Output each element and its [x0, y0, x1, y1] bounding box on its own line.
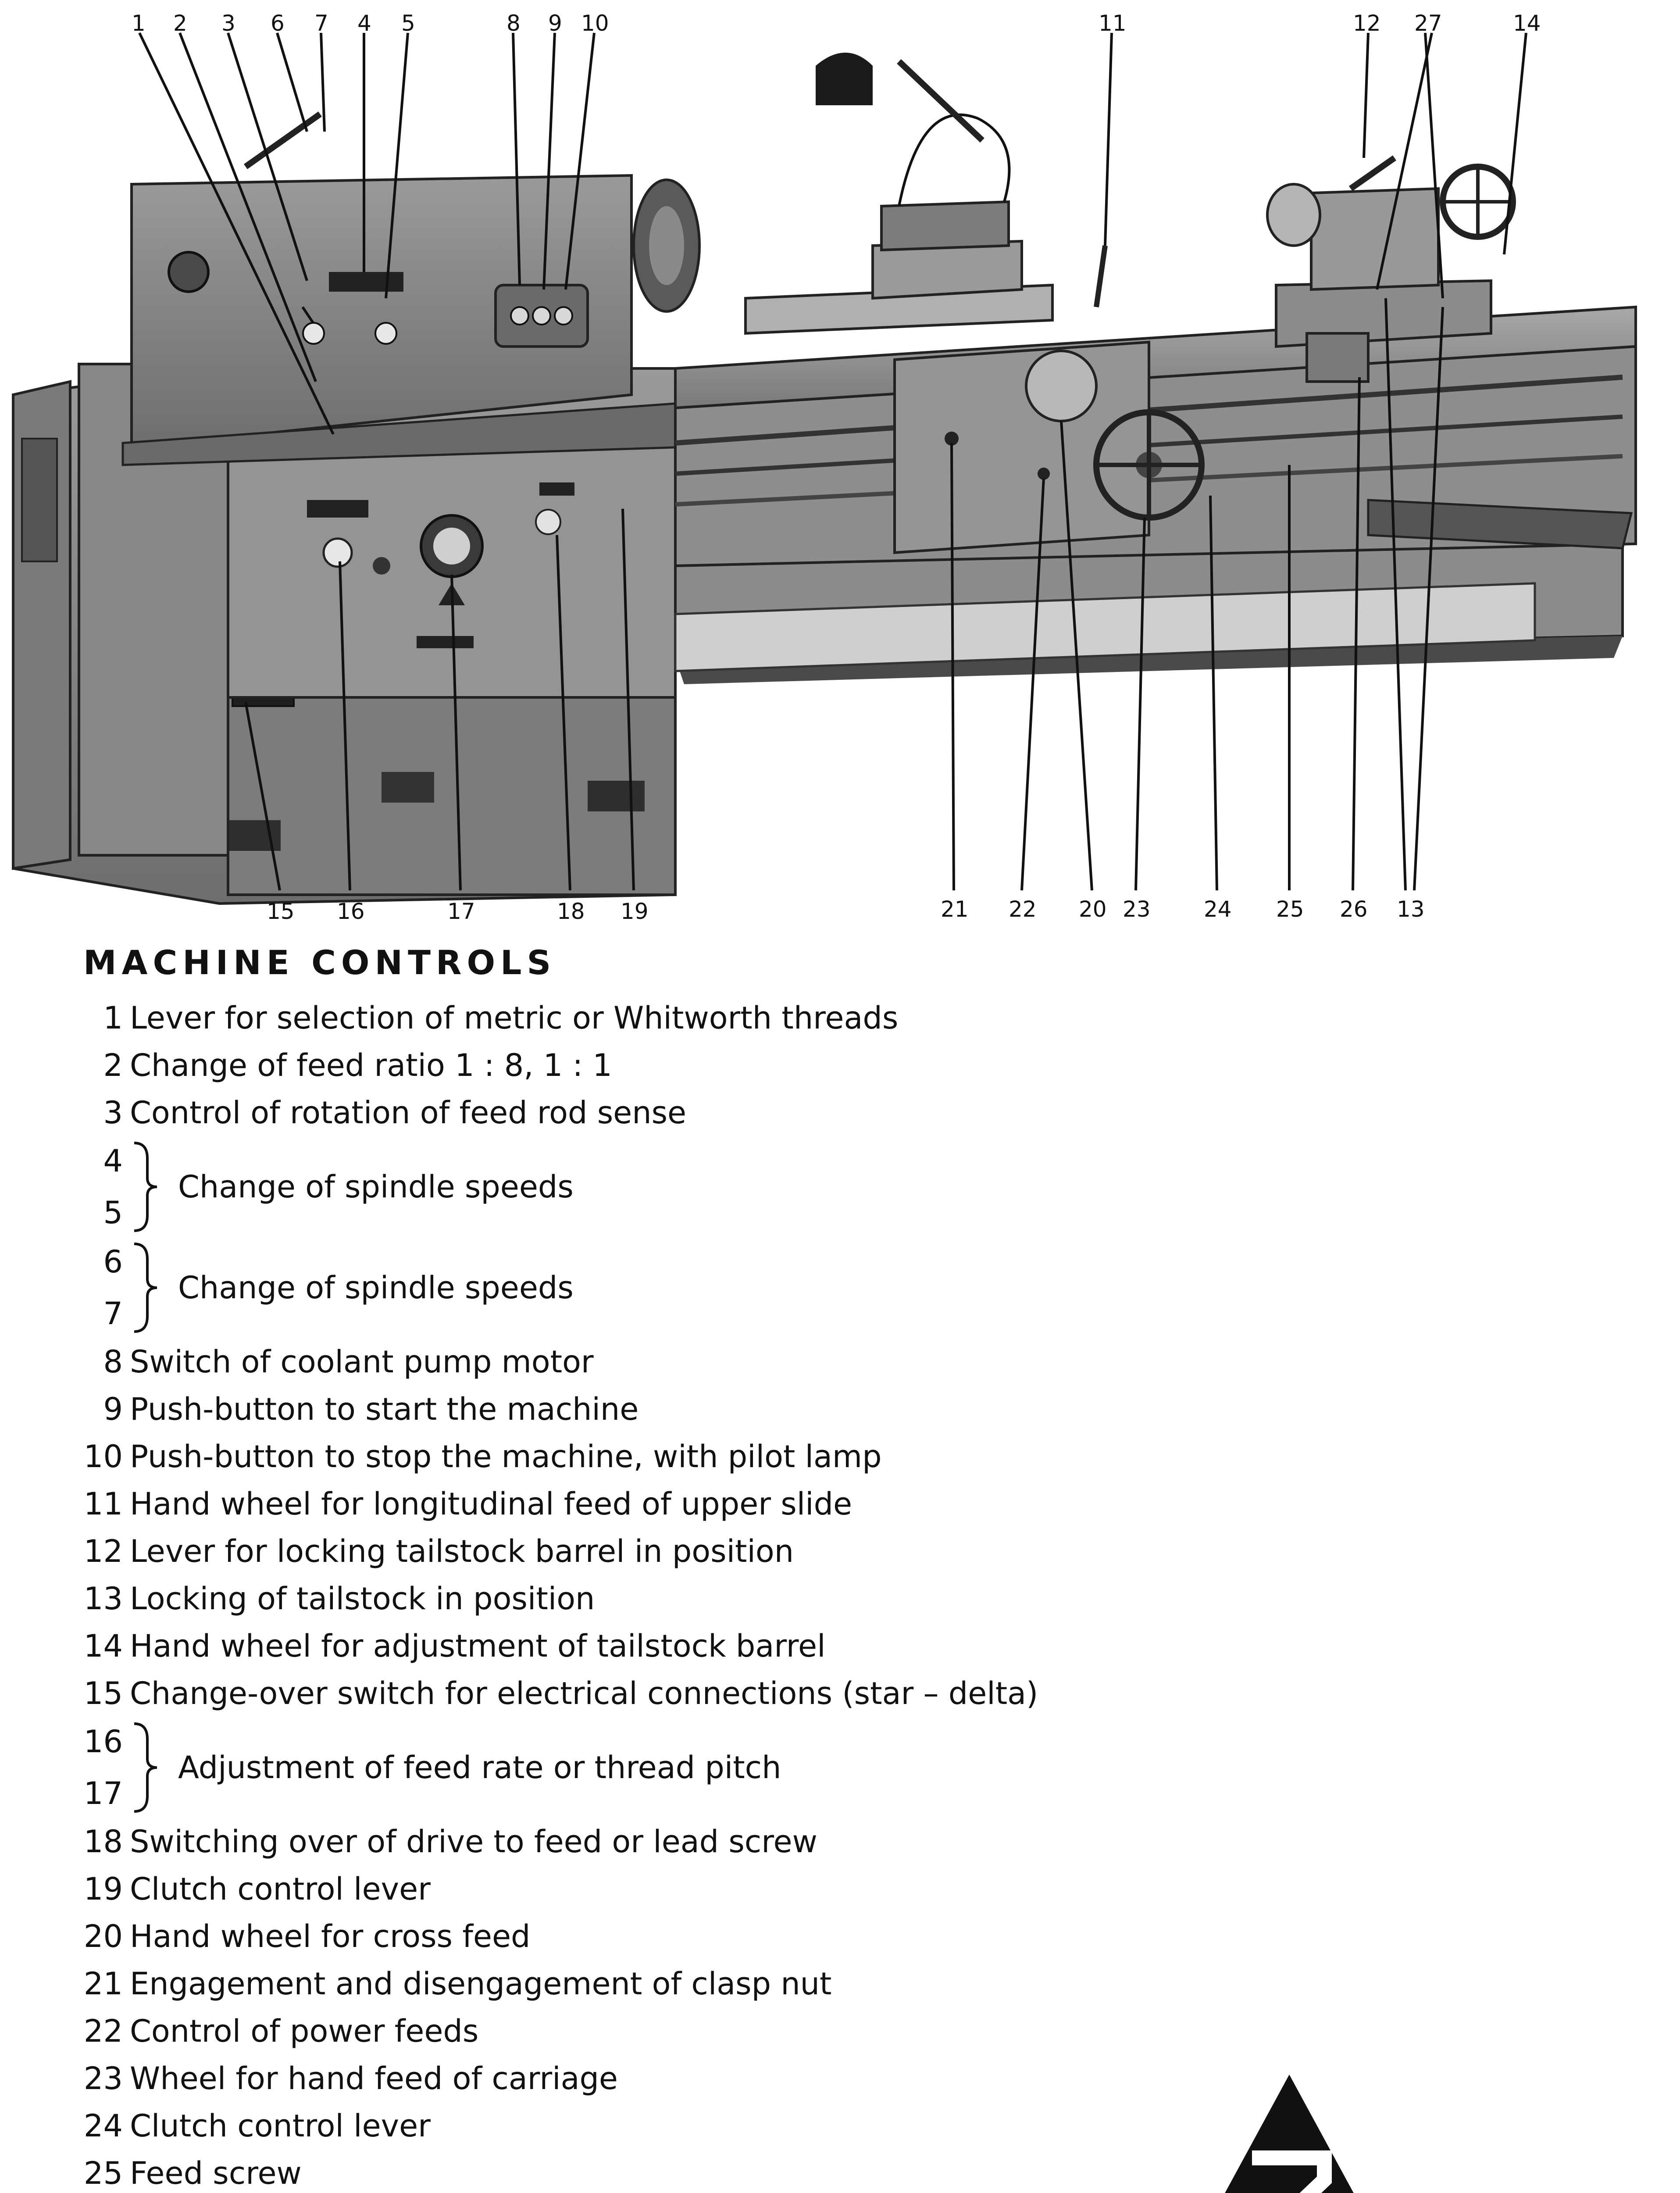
- callout-14: 14: [1513, 11, 1541, 36]
- callout-18: 18: [557, 899, 585, 924]
- callout-12: 12: [1353, 11, 1381, 36]
- list-item: 1 Lever for selection of metric or Whitworth threads: [103, 1000, 899, 1036]
- callout-17: 17: [447, 899, 475, 924]
- list-item: 18 Switching over of drive to feed or lead screw: [83, 1824, 817, 1860]
- list-item: 25 Feed screw: [83, 2155, 302, 2191]
- list-group-6-7: 6 7 Change of spindle speeds: [70, 1237, 1561, 1338]
- brace-icon: [130, 1722, 161, 1814]
- quick-change-gearbox: [228, 443, 675, 697]
- brace-icon: [130, 1141, 161, 1233]
- callout-numbers-bottom: [267, 896, 1425, 924]
- list-item: 11 Hand wheel for longitudinal feed of upper slide: [83, 1486, 852, 1522]
- callout-numbers-top: [132, 11, 1541, 36]
- callout-20: 20: [1079, 896, 1107, 922]
- list-item: 3 Control of rotation of feed rod sense: [103, 1095, 687, 1131]
- list-group-4-5: 4 5 Change of spindle speeds: [70, 1136, 1561, 1237]
- callout-11: 11: [1099, 11, 1127, 36]
- headstock: [123, 114, 699, 465]
- lathe-illustration: [0, 0, 1680, 930]
- list-item: 9 Push-button to start the machine: [103, 1391, 639, 1427]
- list-item: 12 Lever for locking tailstock barrel in position: [83, 1533, 794, 1569]
- list-item: 24 Clutch control lever: [83, 2108, 431, 2144]
- callout-23: 23: [1123, 896, 1151, 922]
- tos-logo: [1175, 2070, 1403, 2193]
- list-item: 21 Engagement and disengagement of clasp nut: [83, 1966, 832, 2002]
- list-item: 23 Wheel for hand feed of carriage: [83, 2061, 618, 2097]
- callout-3: 3: [221, 11, 235, 36]
- callout-26: 26: [1340, 896, 1368, 922]
- legend-heading: MACHINE CONTROLS: [83, 943, 556, 982]
- brace-icon: [130, 1242, 161, 1334]
- callout-25: 25: [1276, 896, 1304, 922]
- list-item: 2 Change of feed ratio 1 : 8, 1 : 1: [103, 1047, 612, 1083]
- callout-13: 13: [1397, 896, 1425, 922]
- callout-19: 19: [621, 899, 649, 924]
- callout-9: 9: [548, 11, 562, 36]
- list-item: 22 Control of power feeds: [83, 2013, 479, 2049]
- list-item: 10 Push-button to stop the machine, with pilot lamp: [83, 1439, 882, 1475]
- callout-15: 15: [267, 899, 295, 924]
- callout-16: 16: [337, 899, 365, 924]
- list-item: 14 Hand wheel for adjustment of tailstock barrel: [83, 1628, 826, 1664]
- callout-8: 8: [506, 11, 521, 36]
- callout-4: 4: [357, 11, 371, 36]
- callout-21: 21: [941, 896, 969, 922]
- callout-1: 1: [132, 11, 146, 36]
- callout-22: 22: [1009, 896, 1037, 922]
- callout-5: 5: [401, 11, 415, 36]
- callout-2: 2: [173, 11, 187, 36]
- list-item: 13 Locking of tailstock in position: [83, 1581, 595, 1617]
- list-item: 20 Hand wheel for cross feed: [83, 1918, 531, 1954]
- callout-6: 6: [271, 11, 285, 36]
- cross-slide: [745, 53, 1105, 333]
- callout-27: 27: [1414, 11, 1442, 36]
- list-item: 19 Clutch control lever: [83, 1871, 431, 1907]
- callout-7: 7: [314, 11, 328, 36]
- list-item: 8 Switch of coolant pump motor: [103, 1344, 594, 1380]
- callout-24: 24: [1204, 896, 1232, 922]
- callout-10: 10: [581, 11, 609, 36]
- list-group-16-17: 16 17 Adjustment of feed rate or thread pitch: [70, 1717, 1561, 1818]
- machine-controls-legend: [70, 943, 1561, 2193]
- list-item: 15 Change-over switch for electrical connections (star – delta): [83, 1675, 1038, 1711]
